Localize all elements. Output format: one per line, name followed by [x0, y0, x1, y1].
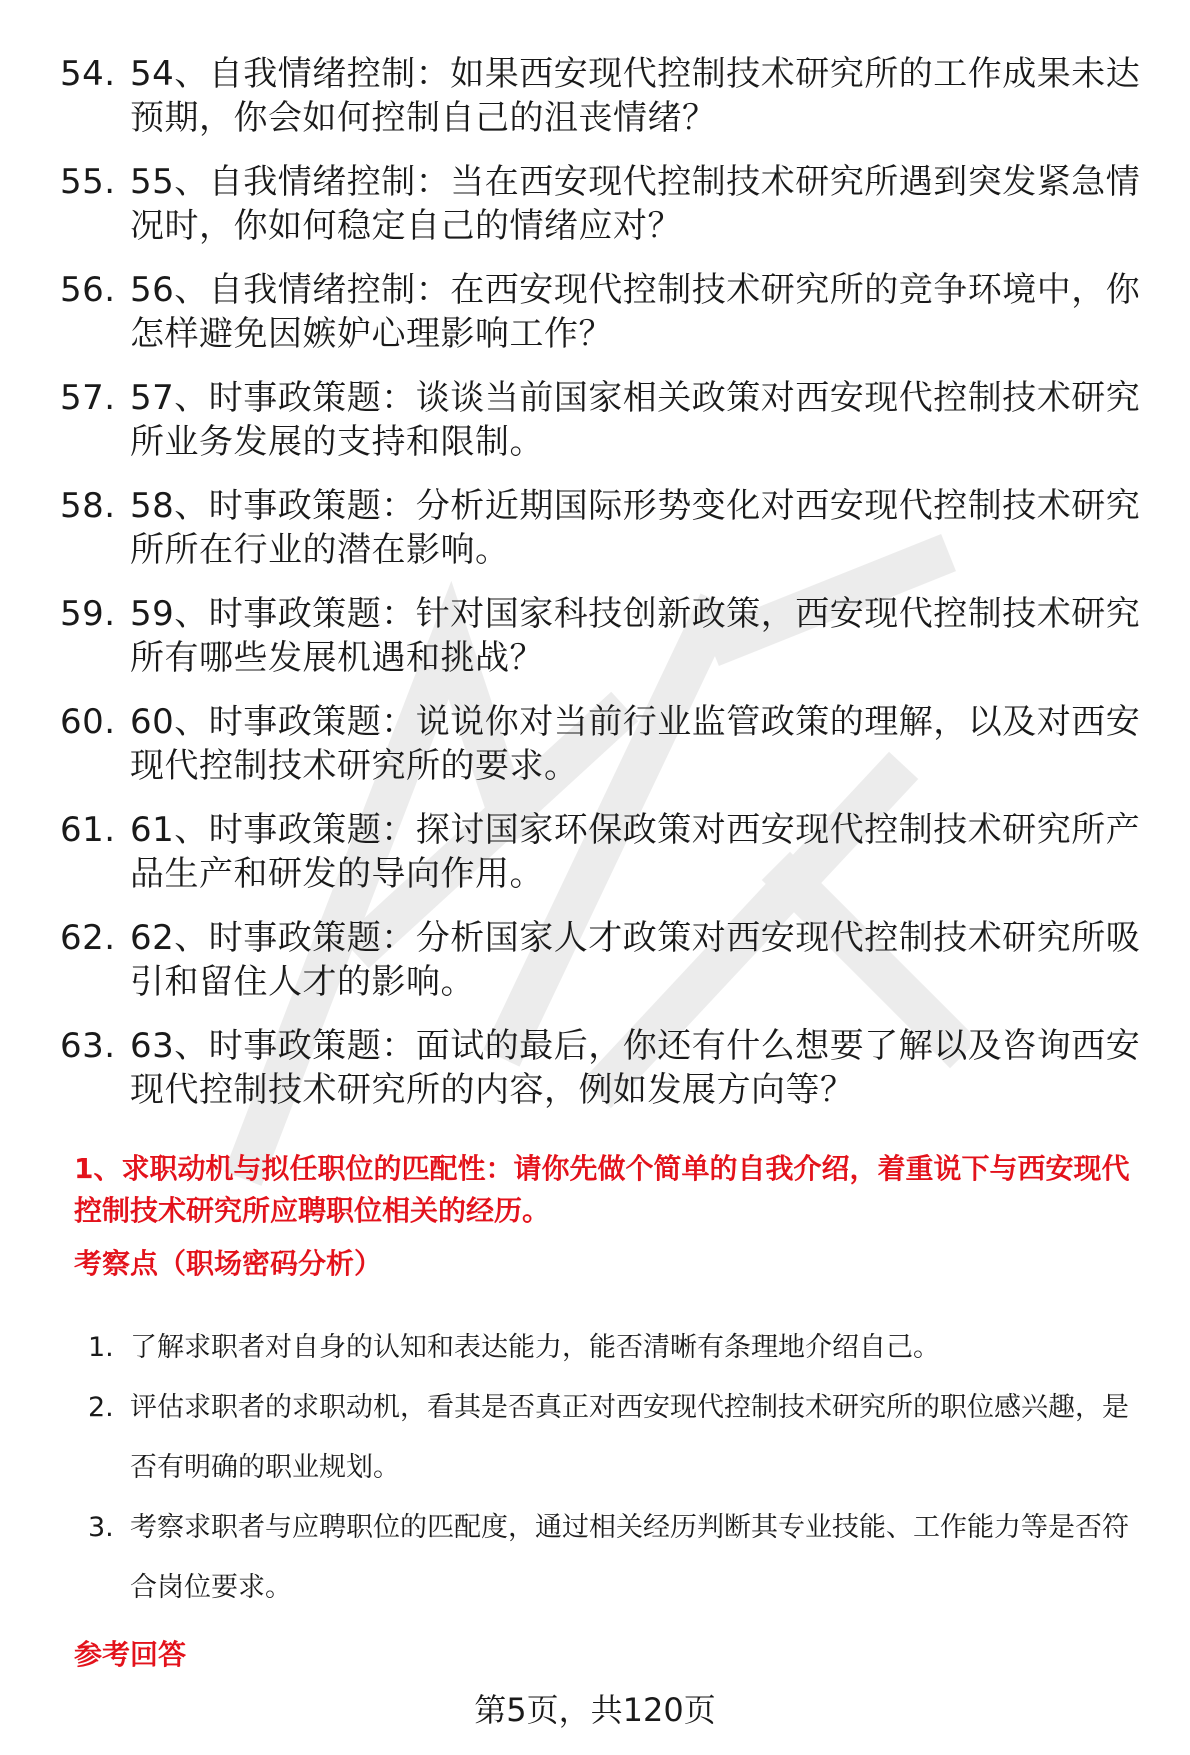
item-number: 58. — [60, 486, 116, 526]
list-item — [88, 1378, 1148, 1498]
item-number: 54. — [60, 54, 116, 94]
list-item — [60, 160, 1150, 248]
item-number: 61. — [60, 810, 116, 850]
item-text: 60、时事政策题：说说你对当前行业监管政策的理解，以及对西安现代控制技术研究所的要求。 — [130, 702, 1141, 786]
list-item — [60, 700, 1150, 788]
item-text: 61、时事政策题：探讨国家环保政策对西安现代控制技术研究所产品生产和研发的导向作用。 — [130, 810, 1141, 894]
item-text: 62、时事政策题：分析国家人才政策对西安现代控制技术研究所吸引和留住人才的影响。 — [130, 918, 1141, 1002]
item-number: 57. — [60, 378, 116, 418]
item-text: 55、自我情绪控制：当在西安现代控制技术研究所遇到突发紧急情况时，你如何稳定自己的情绪应对？ — [130, 162, 1141, 246]
point-text: 考察求职者与应聘职位的匹配度，通过相关经历判断其专业技能、工作能力等是否符合岗位要求。 — [130, 1512, 1129, 1603]
point-number: 3. — [88, 1512, 114, 1543]
point-number: 1. — [88, 1332, 114, 1363]
list-item — [60, 52, 1150, 140]
answer-title: 参考回答 — [74, 1638, 187, 1671]
list-item — [60, 376, 1150, 464]
list-item — [60, 808, 1150, 896]
point-number: 2. — [88, 1392, 114, 1423]
point-text: 评估求职者的求职动机，看其是否真正对西安现代控制技术研究所的职位感兴趣，是否有明确的职业规划。 — [130, 1392, 1129, 1483]
list-item — [60, 1024, 1150, 1112]
list-item — [88, 1498, 1148, 1618]
section-heading: 1、求职动机与拟任职位的匹配性：请你先做个简单的自我介绍，着重说下与西安现代控制技术研究所应聘职位相关的经历。 — [74, 1152, 1130, 1227]
item-number: 60. — [60, 702, 116, 742]
page-number: 第5页，共120页 — [474, 1691, 716, 1729]
item-number: 55. — [60, 162, 116, 202]
list-item — [60, 592, 1150, 680]
item-text: 59、时事政策题：针对国家科技创新政策，西安现代控制技术研究所有哪些发展机遇和挑战？ — [130, 594, 1141, 678]
item-number: 56. — [60, 270, 116, 310]
item-text: 56、自我情绪控制：在西安现代控制技术研究所的竞争环境中，你怎样避免因嫉妒心理影响工作？ — [130, 270, 1141, 354]
item-number: 59. — [60, 594, 116, 634]
question-list — [60, 52, 1150, 1132]
item-text: 58、时事政策题：分析近期国际形势变化对西安现代控制技术研究所所在行业的潜在影响。 — [130, 486, 1141, 570]
point-text: 了解求职者对自身的认知和表达能力，能否清晰有条理地介绍自己。 — [130, 1332, 940, 1363]
list-item — [60, 916, 1150, 1004]
list-item — [88, 1318, 1148, 1378]
item-number: 62. — [60, 918, 116, 958]
analysis-title: 考察点（职场密码分析） — [74, 1247, 383, 1280]
item-text: 63、时事政策题：面试的最后，你还有什么想要了解以及咨询西安现代控制技术研究所的内容，例如发展方向等？ — [130, 1026, 1141, 1110]
item-number: 63. — [60, 1026, 116, 1066]
analysis-points — [88, 1318, 1148, 1618]
list-item — [60, 268, 1150, 356]
item-text: 54、自我情绪控制：如果西安现代控制技术研究所的工作成果未达预期，你会如何控制自己的沮丧情绪？ — [130, 54, 1141, 138]
list-item — [60, 484, 1150, 572]
item-text: 57、时事政策题：谈谈当前国家相关政策对西安现代控制技术研究所业务发展的支持和限制。 — [130, 378, 1141, 462]
